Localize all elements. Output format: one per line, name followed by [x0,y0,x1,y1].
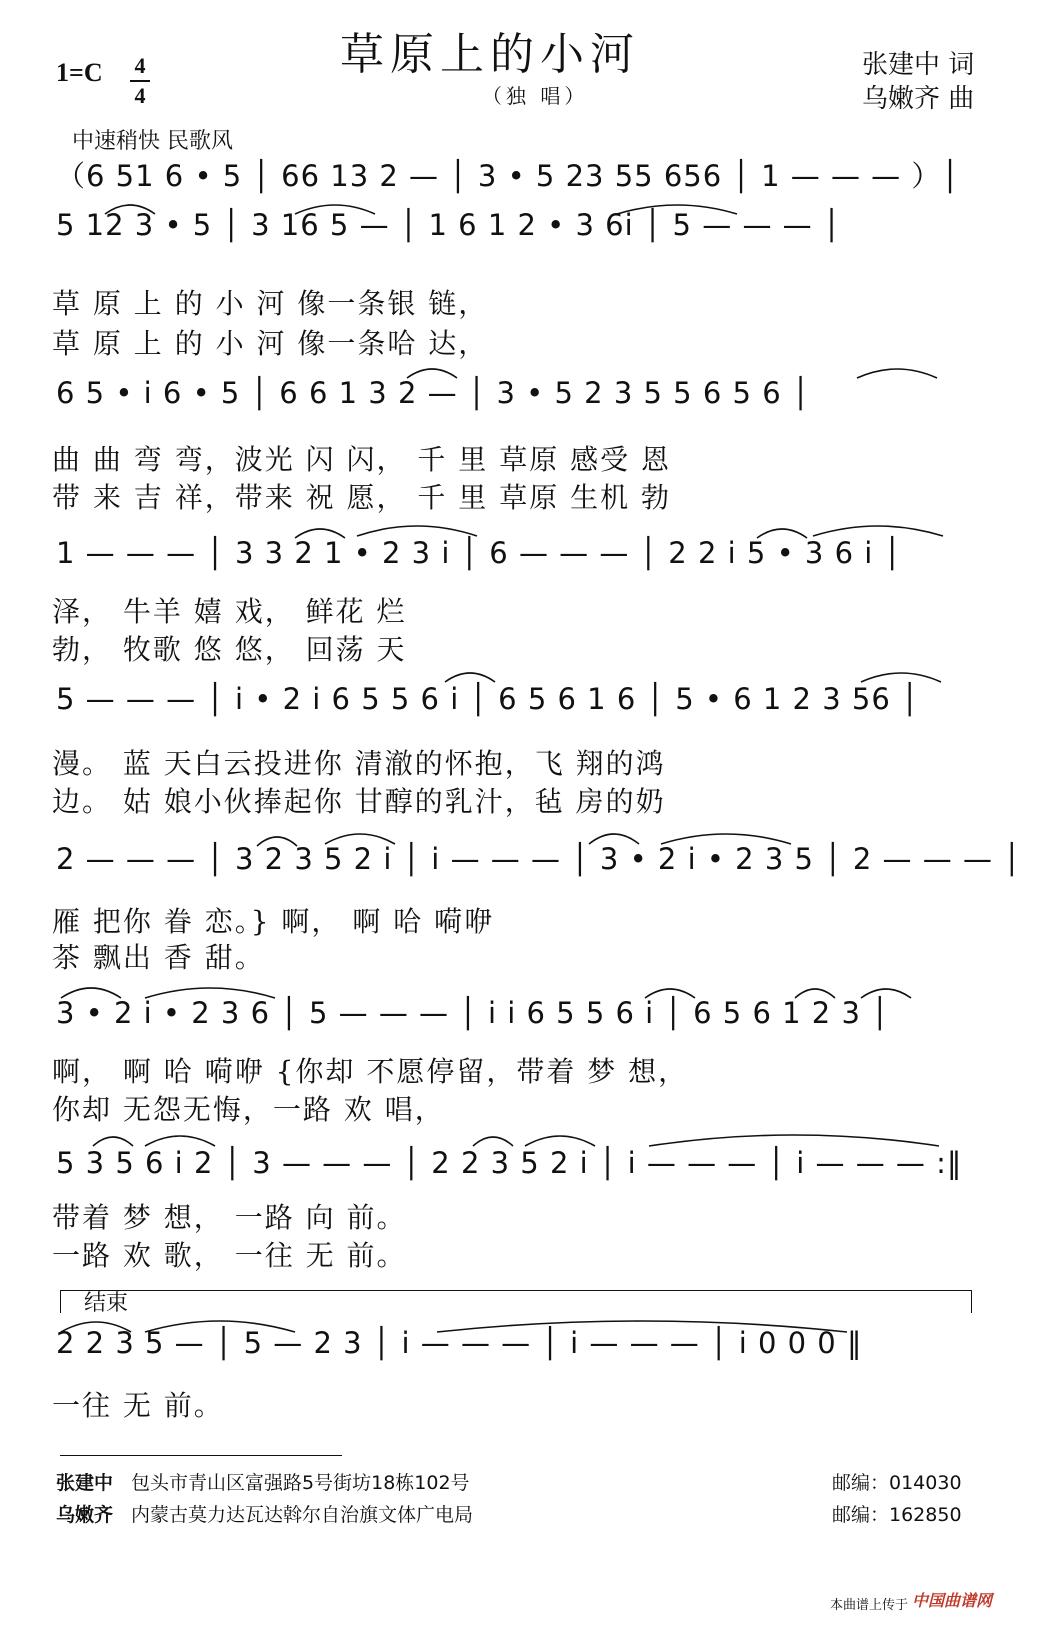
lyric-verse-1: 泽， 牛羊 嬉 戏， 鲜花 烂 [52,595,407,628]
lyric-verse-1: 带着 梦 想， 一路 向 前。 [52,1201,407,1234]
lyric-verse-2: 草 原 上 的 小 河 像一条哈 达， [52,327,489,360]
lyric-verse-1: 曲 曲 弯 弯，波光 闪 闪， 千 里 草原 感受 恩 [52,443,672,476]
lyric-verse-1: 漫。 蓝 天白云投进你 清澈的怀抱，飞 翔的鸿 [52,747,666,780]
contact-name: 张建中 [56,1472,114,1494]
site-watermark: 中国曲谱网 [912,1591,993,1610]
contact-line-1 [56,1468,470,1495]
notation-row-7: 3 • 2 i • 2 3 6 │ 5 — — — │ i i 6 5 5 6 i │ 6 5 6 1 2 3 │ [56,996,890,1030]
notation-row-2: 5 12 3 • 5 │ 3 16 5 — │ 1 6 1 2 • 3 6i │ 5 — — — │ [56,208,842,242]
contact-address: 包头市青山区富强路5号街坊18栋102号 [131,1472,470,1494]
lyric-verse-1: 雁 把你 眷 恋。} 啊， 啊 哈 嗬咿 [52,905,495,938]
notation-row-5: 5 — — — │ i • 2 i 6 5 5 6 i │ 6 5 6 1 6 │ 5 • 6 1 2 3 56 │ [56,682,920,716]
tempo-marking: 中速稍快 民歌风 [72,129,233,154]
postal-code-1: 邮编：014030 [832,1472,962,1494]
contact-line-2 [56,1500,473,1527]
slur-mark [140,1126,220,1148]
slur-mark [808,516,948,538]
lyric-verse-1: 草 原 上 的 小 河 像一条银 链， [52,287,489,320]
time-signature [130,52,150,110]
slur-mark [520,1126,600,1148]
lyric-verse-1: 啊， 啊 哈 嗬咿 {你却 不愿停留，带着 梦 想， [52,1055,689,1088]
slur-mark [856,664,946,684]
composer-credit: 乌嫩齐 曲 [862,84,975,114]
notation-row-8: 5 3 5 6 i 2 │ 3 — — — │ 2 2 3 5 2 i │ i — — — │ i — — — :‖ [56,1146,963,1180]
notation-row-3: 6 5 • i 6 • 5 │ 6 6 1 3 2 — │ 3 • 5 2 3 5 5 6 5 6 │ [56,376,811,410]
notation-row-4: 1 — — — │ 3 3 2 1 • 2 3 i │ 6 — — — │ 2 2 i 5 • 3 6 i │ [56,536,902,570]
postal-code-2: 邮编：162850 [832,1504,962,1526]
performance-type: （独 唱） [482,84,589,108]
meter-top: 4 [134,53,146,78]
meter-bottom: 4 [134,83,146,108]
lyric-verse-1: 一往 无 前。 [52,1389,224,1422]
upload-note: 本曲谱上传于 [830,1598,909,1613]
lyricist-credit: 张建中 词 [862,50,975,80]
lyric-verse-2: 边。 姑 娘小伙捧起你 甘醇的乳汁，毡 房的奶 [52,785,666,818]
contact-address: 内蒙古莫力达瓦达斡尔自治旗文体广电局 [131,1504,474,1526]
footer-divider [60,1455,342,1456]
tie-mark [644,1124,944,1148]
notation-row-6: 2 — — — │ 3 2 3 5 2 i │ i — — — │ 3 • 2 i • 2 3 5 │ 2 — — — │ [56,842,1022,876]
lyric-verse-2: 你却 无怨无悔，一路 欢 唱， [52,1093,445,1126]
song-title: 草原上的小河 [340,29,640,80]
slur-mark [352,516,482,538]
contact-name: 乌嫩齐 [56,1504,114,1526]
lyric-verse-2: 勃， 牧歌 悠 悠， 回荡 天 [52,633,407,666]
lyric-verse-2: 带 来 吉 祥，带来 祝 愿， 千 里 草原 生机 勃 [52,481,672,514]
lyric-verse-2: 一路 欢 歌， 一往 无 前。 [52,1239,407,1272]
slur-mark [440,664,500,684]
notation-row-9: 2 2 3 5 — │ 5 — 2 3 │ i — — — │ i — — — │ i 0 0 0 ‖ [56,1326,863,1360]
ending-label: 结束 [84,1291,129,1316]
lyric-verse-2: 茶 飘出 香 甜。 [52,941,265,974]
notation-row-1: （6 51 6 • 5 │ 66 13 2 — │ 3 • 5 23 55 656 │ 1 — — — ）│ [56,159,960,193]
slur-mark [88,1128,138,1148]
key-signature: 1=C [56,58,103,87]
slur-mark [468,1128,518,1148]
